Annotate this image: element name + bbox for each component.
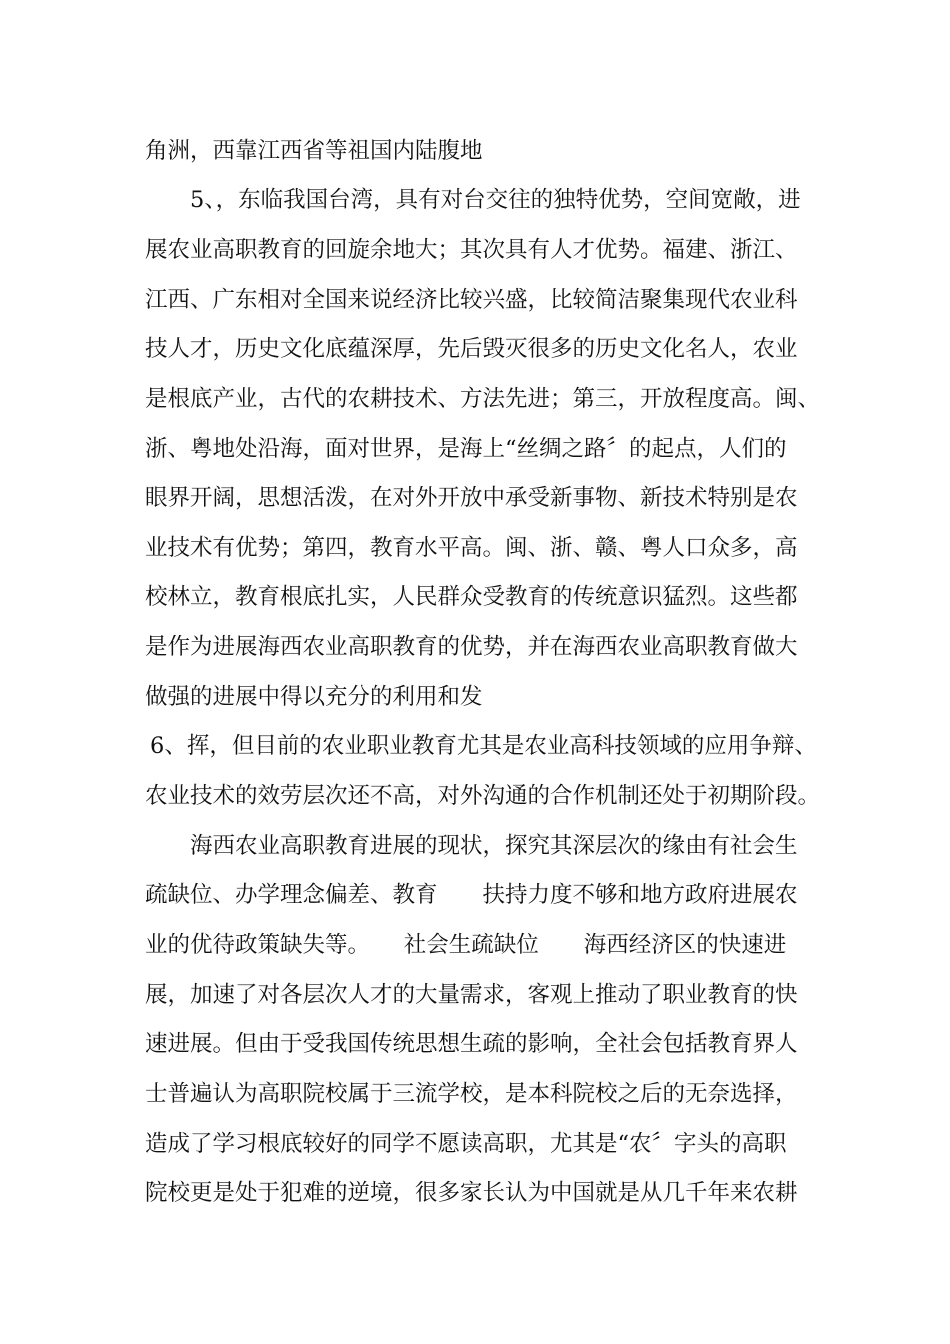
text-line: 速进展。但由于受我国传统思想生疏的影响，全社会包括教育界人 bbox=[145, 1031, 798, 1057]
text-line: 是作为进展海西农业高职教育的优势，并在海西农业高职教育做大 bbox=[145, 634, 798, 660]
text-line: 疏缺位、办学理念偏差、教育 扶持力度不够和地方政府进展农 bbox=[145, 882, 798, 908]
text-line: 技人才，历史文化底蕴深厚，先后毁灭很多的历史文化名人，农业 bbox=[145, 336, 798, 362]
text-line: 眼界开阔，思想活泼，在对外开放中承受新事物、新技术特别是农 bbox=[145, 485, 798, 511]
text-line: 5、，东临我国台湾，具有对台交往的独特优势，空间宽敞，进 bbox=[190, 187, 801, 213]
text-line: 江西、广东相对全国来说经济比较兴盛，比较简洁聚集现代农业科 bbox=[145, 287, 798, 313]
text-line: 做强的进展中得以充分的利用和发 bbox=[145, 684, 483, 710]
text-line: 海西农业高职教育进展的现状，探究其深层次的缘由有社会生 bbox=[190, 833, 798, 859]
text-line: 是根底产业，古代的农耕技术、方法先进；第三，开放程度高。闽、 bbox=[145, 386, 821, 412]
text-line: 角洲，西靠江西省等祖国内陆腹地 bbox=[145, 138, 483, 164]
text-line: 浙、粤地处沿海，面对世界，是海上“丝绸之路〞的起点，人们的 bbox=[145, 436, 787, 462]
text-line: 院校更是处于犯难的逆境，很多家长认为中国就是从几千年来农耕 bbox=[145, 1180, 798, 1206]
text-line: 造成了学习根底较好的同学不愿读高职，尤其是“农〞字头的高职 bbox=[145, 1131, 787, 1157]
text-line: 业的优待政策缺失等。 社会生疏缺位 海西经济区的快速进 bbox=[145, 932, 787, 958]
text-line: 业技术有优势；第四，教育水平高。闽、浙、赣、粤人口众多，高 bbox=[145, 535, 798, 561]
text-line: 校林立，教育根底扎实，人民群众受教育的传统意识猛烈。这些都 bbox=[145, 584, 798, 610]
text-line: 农业技术的效劳层次还不高，对外沟通的合作机制还处于初期阶段。 bbox=[145, 783, 821, 809]
text-line: 6、挥，但目前的农业职业教育尤其是农业高科技领域的应用争辩、 bbox=[150, 733, 817, 759]
text-line: 展农业高职教育的回旋余地大；其次具有人才优势。福建、浙江、 bbox=[145, 237, 798, 263]
text-line: 展，加速了对各层次人才的大量需求，客观上推动了职业教育的快 bbox=[145, 982, 798, 1008]
text-line: 士普遍认为高职院校属于三流学校，是本科院校之后的无奈选择， bbox=[145, 1081, 798, 1107]
